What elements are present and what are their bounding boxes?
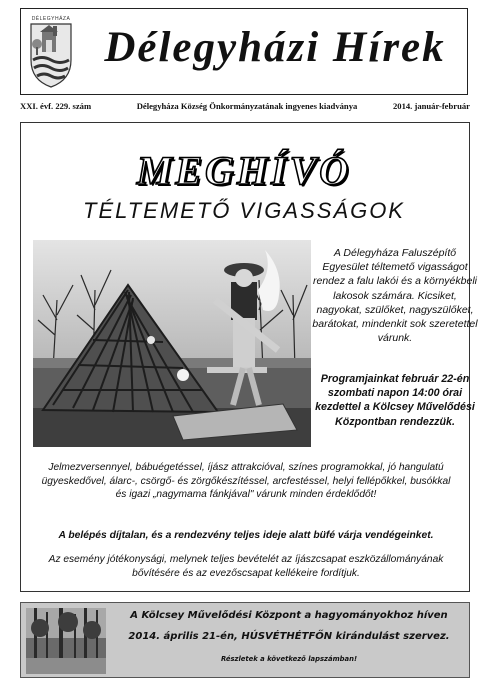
issue-info-line	[20, 101, 470, 115]
excursion-announcement	[20, 602, 470, 678]
newspaper-title: Délegyházi Hírek	[104, 24, 446, 71]
village-crest	[27, 14, 75, 90]
program-paragraph: Programjainkat február 22-én szombati napon 14:00 órai kezdettel a Kölcsey Művelődési Központban rendezzük.	[315, 373, 475, 428]
excursion-line-1: A Kölcsey Művelődési Központ a hagyományokhoz híven	[130, 610, 448, 621]
entry-paragraph: A belépés díjtalan, és a rendezvény teljes ideje alatt büfé várja vendégeinket.	[58, 530, 434, 541]
publisher-text: Délegyháza Község Önkormányzatának ingyenes kiadványa	[136, 101, 358, 111]
intro-paragraph: A Délegyháza Faluszépítő Egyesület téltemető vigasságot rendez a falu lakói és a környékbeli lakosok számára. Kicsiket, nagyokat, szülőket, nagyszülőket, barátokat, mindenkit sok szeretettel várunk.	[312, 247, 478, 345]
masthead	[20, 8, 468, 95]
proceeds-paragraph: Az esemény jótékonysági, melynek teljes bevételét az íjászcsapat eszközállományának bővítésére és az evezőscsapat kellékeire fordítjuk.	[48, 554, 444, 579]
excursion-line-2: 2014. április 21-én, HÚSVÉTHÉTFŐN kirándulást szervez.	[128, 631, 450, 642]
bonfire-photo	[33, 240, 311, 447]
crest-label: DÉLEGYHÁZA	[31, 16, 71, 22]
invitation-headline: MEGHÍVÓ	[136, 148, 352, 193]
activities-paragraph: Jelmezversennyel, bábuégetéssel, íjász attrakcióval, színes programokkal, jó hangulatú ügyeskedővel, álarc-, csörgő- és zörgőkészítéssel, arcfestéssel, helyi fellépőkkel, busókkal és igazi „nagymama fánkjával" várunk minden érdeklődőt!	[41, 462, 451, 501]
excursion-details-note: Részletek a következő lapszámban!	[220, 655, 358, 663]
invitation-subheadline: TÉLTEMETŐ VIGASSÁGOK	[83, 198, 405, 223]
issue-number: XXI. évf. 229. szám	[20, 101, 92, 111]
issue-date: 2014. január-február	[392, 101, 470, 111]
forest-photo	[26, 608, 106, 674]
coat-of-arms-icon	[27, 14, 75, 90]
